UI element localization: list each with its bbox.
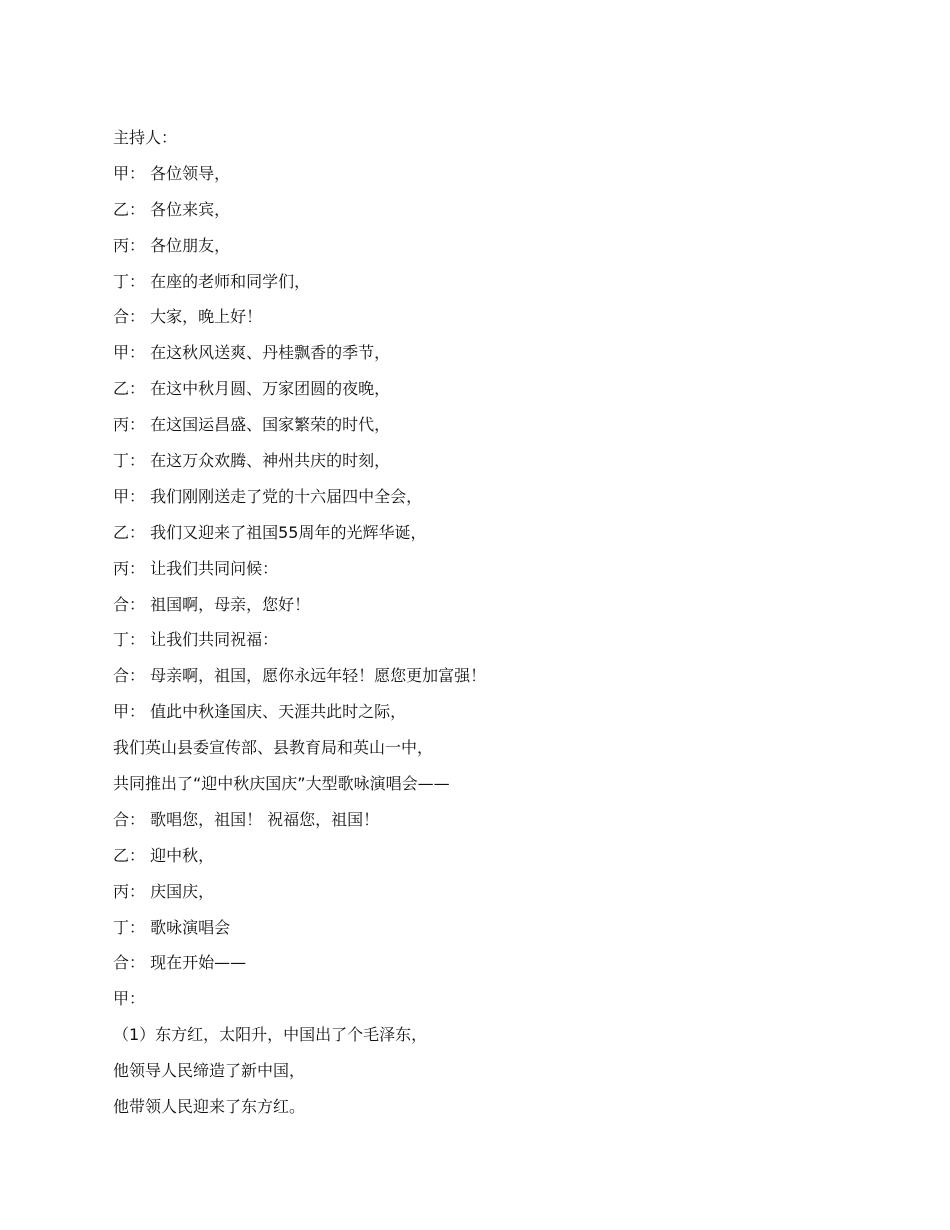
line-yi-midautumn: 乙： 在这中秋月圆、万家团圆的夜晚， <box>113 379 391 399</box>
line-he-forever-young: 合： 母亲啊，祖国，愿你永远年轻！愿您更加富强！ <box>113 666 487 686</box>
line-he-good-evening: 合： 大家，晚上好！ <box>113 307 263 327</box>
line-organizers: 我们英山县委宣传部、县教育局和英山一中， <box>113 738 434 758</box>
line-bing-greet-together: 丙： 让我们共同问候： <box>113 558 279 578</box>
line-ding-celebration: 丁： 在这万众欢腾、神州共庆的时刻， <box>113 451 391 471</box>
line-jia-autumn: 甲： 在这秋风送爽、丹桂飘香的季节， <box>113 343 391 363</box>
line-host-heading: 主持人： <box>113 128 178 147</box>
line-event-title: 共同推出了“迎中秋庆国庆”大型歌咏演唱会—— <box>113 774 450 794</box>
line-ding-concert: 丁： 歌咏演唱会 <box>113 917 231 937</box>
line-yi-greeting-guests: 乙： 各位来宾， <box>113 199 231 219</box>
line-bing-prosperity: 丙： 在这国运昌盛、国家繁荣的时代， <box>113 415 391 435</box>
line-he-hello-motherland: 合： 祖国啊，母亲，您好！ <box>113 594 311 614</box>
line-song-1-verse-3: 他带领人民迎来了东方红。 <box>113 1097 306 1117</box>
line-jia-occasion: 甲： 值此中秋逢国庆、天涯共此时之际， <box>113 702 407 722</box>
line-jia-greeting-leaders: 甲： 各位领导， <box>113 163 231 183</box>
line-bing-celebrate-national-day: 丙： 庆国庆， <box>113 881 215 901</box>
line-yi-anniversary: 乙： 我们又迎来了祖国55周年的光辉华诞， <box>113 522 427 542</box>
line-yi-welcome-midautumn: 乙： 迎中秋， <box>113 845 215 865</box>
line-ding-bless-together: 丁： 让我们共同祝福： <box>113 630 279 650</box>
line-he-sing-bless: 合： 歌唱您，祖国！ 祝福您，祖国！ <box>113 809 380 829</box>
line-bing-greeting-friends: 丙： 各位朋友， <box>113 235 231 255</box>
line-jia-label: 甲： <box>113 989 146 1009</box>
line-jia-plenary: 甲： 我们刚刚送走了党的十六届四中全会， <box>113 486 423 506</box>
line-song-1-verse-1: （1）东方红，太阳升，中国出了个毛泽东， <box>113 1025 428 1045</box>
line-ding-greeting-teachers: 丁： 在座的老师和同学们， <box>113 271 311 291</box>
script-text <box>113 120 873 1125</box>
line-song-1-verse-2: 他领导人民缔造了新中国， <box>113 1061 306 1081</box>
line-he-begin: 合： 现在开始—— <box>113 953 247 973</box>
